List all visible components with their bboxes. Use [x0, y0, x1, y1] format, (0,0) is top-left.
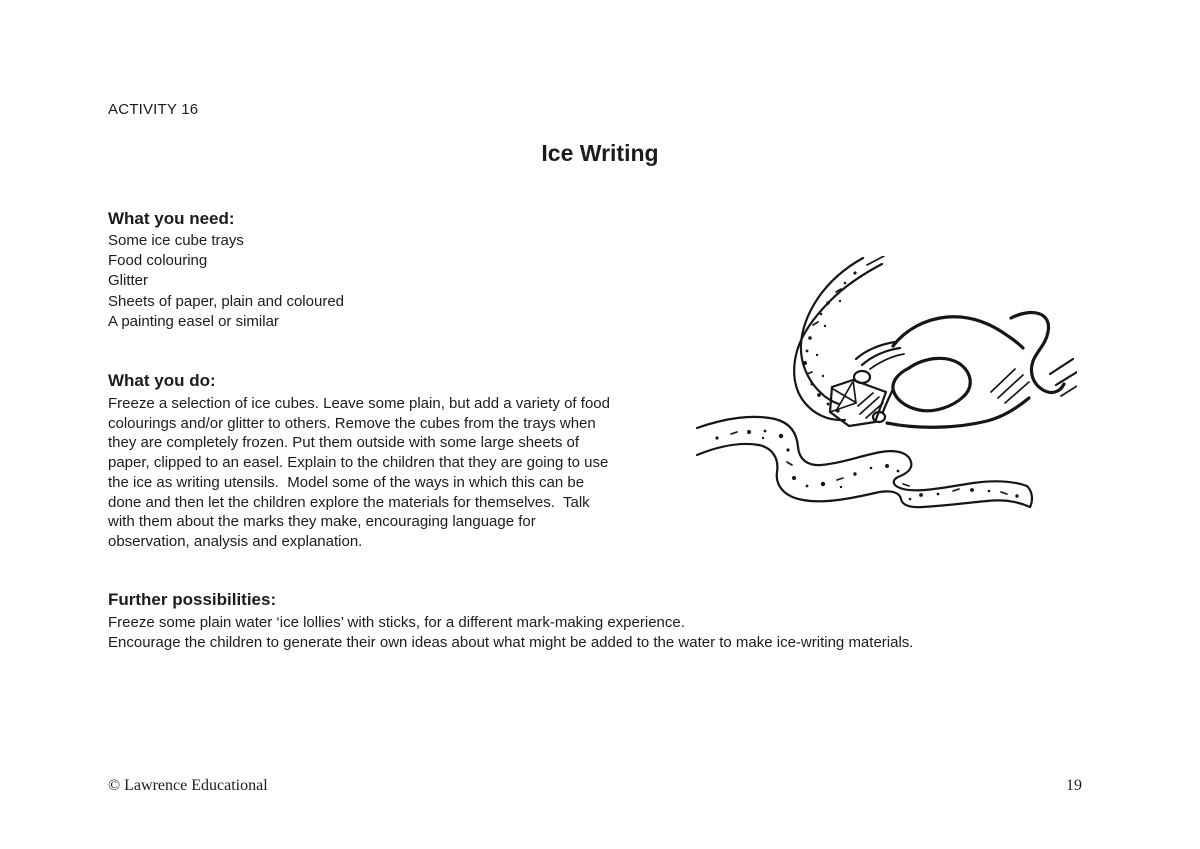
further-possibilities-heading: Further possibilities:	[108, 590, 277, 609]
need-item: Food colouring	[108, 252, 208, 270]
paragraph-line: Freeze a selection of ice cubes. Leave some plain, but add a variety of food	[108, 395, 610, 412]
footer-copyright: © Lawrence Educational	[108, 777, 268, 794]
paragraph-line: done and then let the children explore the materials for themselves. Talk	[108, 493, 590, 511]
what-you-do-paragraph	[108, 394, 610, 552]
further-possibilities-paragraph	[108, 613, 913, 653]
footer-page-number: 19	[1066, 777, 1082, 794]
page-title: Ice Writing	[541, 140, 659, 166]
what-you-do-heading: What you do:	[108, 371, 216, 390]
need-item: A painting easel or similar	[108, 312, 279, 330]
paragraph-line: Freeze some plain water ‘ice lollies’ with sticks, for a different mark-making experience.	[108, 614, 685, 631]
paragraph-line: Encourage the children to generate their own ideas about what might be added to the water to make ice-writing materials.	[108, 634, 914, 652]
need-item: Some ice cube trays	[108, 232, 244, 249]
hand-holding-ice-cube	[854, 313, 1077, 428]
paragraph-line: colourings and/or glitter to others. Remove the cubes from the trays when	[108, 414, 596, 432]
ice-writing-illustration	[695, 256, 1077, 524]
activity-label: ACTIVITY 16	[108, 101, 199, 118]
paragraph-line: the ice as writing utensils. Model some of the ways in which this can be	[108, 473, 585, 491]
paragraph-line: paper, clipped to an easel. Explain to the children that they are going to use	[108, 454, 609, 472]
need-item: Glitter	[108, 272, 149, 290]
paragraph-line: observation, analysis and explanation.	[108, 532, 363, 550]
paragraph-line: with them about the marks they make, encouraging language for	[108, 513, 536, 531]
what-you-need-list	[108, 231, 344, 332]
what-you-need-heading: What you need:	[108, 209, 235, 228]
need-item: Sheets of paper, plain and coloured	[108, 292, 345, 310]
paragraph-line: they are completely frozen. Put them outside with some large sheets of	[108, 434, 580, 452]
wet-trail-lower	[697, 417, 1032, 507]
